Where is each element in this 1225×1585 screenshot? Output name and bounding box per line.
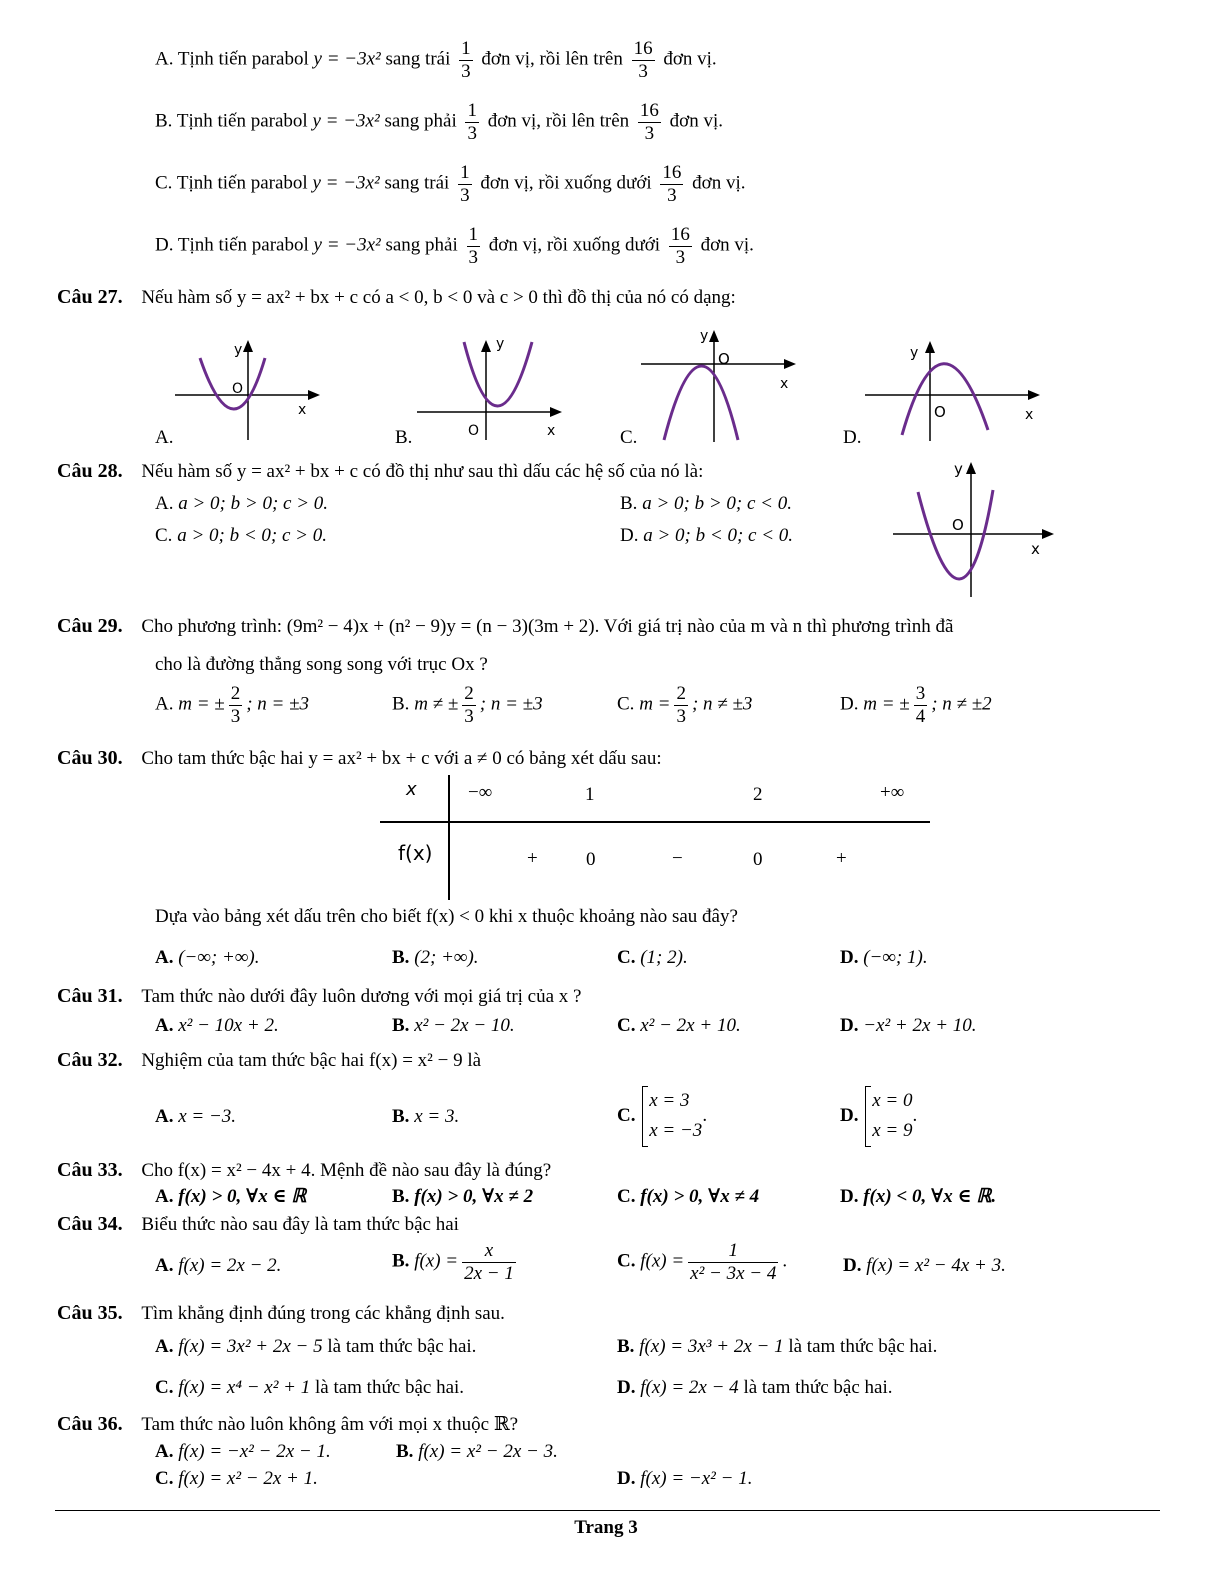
system-line: x = 9 <box>872 1120 913 1142</box>
option-text: sang trái <box>384 172 450 194</box>
table-sign-negative: − <box>672 848 683 869</box>
numerator: 3 <box>915 683 926 704</box>
denominator: 2x − 1 <box>464 1262 514 1284</box>
fraction <box>638 100 661 145</box>
numerator: 16 <box>639 100 659 121</box>
denominator: 3 <box>468 246 479 268</box>
q28-option-c <box>155 526 327 545</box>
option-letter: D. <box>840 1015 859 1036</box>
q26-option-d <box>155 224 754 269</box>
question-label: Câu 32. <box>57 1049 123 1071</box>
fraction <box>914 683 928 728</box>
option-text: f(x) = −x² − 2x − 1. <box>178 1441 331 1462</box>
fraction <box>669 224 692 269</box>
table-pos-infinity: +∞ <box>880 782 905 803</box>
option-text: m = ± <box>863 693 910 715</box>
x-label: x <box>780 376 789 392</box>
numerator: 1 <box>467 100 477 121</box>
table-fx-header: f(x) <box>398 841 433 865</box>
option-text: Tịnh tiến parabol <box>177 48 309 70</box>
y-label: y <box>954 460 963 478</box>
denominator: 4 <box>915 705 926 727</box>
question-text: Tìm khẳng định đúng trong các khẳng định sau. <box>141 1303 505 1324</box>
x-label: x <box>298 402 307 418</box>
option-letter: B. <box>155 110 173 132</box>
option-text: ; n ≠ ±3 <box>691 693 753 715</box>
x-arrow-icon <box>308 390 320 400</box>
fraction <box>467 224 481 269</box>
option-text: f(x) = <box>414 1250 459 1272</box>
q34-option-b <box>392 1240 520 1285</box>
system-line: x = −3 <box>649 1120 703 1142</box>
numerator: 1 <box>688 1240 778 1263</box>
q35-option-b <box>617 1337 937 1356</box>
option-letter: B. <box>620 493 638 514</box>
option-letter: B. <box>396 1441 414 1462</box>
question-text: Tam thức nào luôn không âm với mọi x thuộc ℝ? <box>141 1414 519 1435</box>
option-text: a > 0; b < 0; c > 0. <box>177 525 327 546</box>
option-letter: A. <box>155 1106 174 1127</box>
option-letter: D. <box>617 1377 636 1398</box>
question-text: Cho f(x) = x² − 4x + 4. Mệnh đề nào sau đây là đúng? <box>141 1160 552 1181</box>
question-label: Câu 29. <box>57 615 123 637</box>
option-text: f(x) = x² − 2x + 1. <box>178 1468 318 1489</box>
option-text: f(x) > 0, ∀x ∈ ℝ <box>178 1186 307 1207</box>
option-letter: C. <box>620 427 638 448</box>
option-letter: D. <box>840 947 859 968</box>
numerator: 16 <box>670 224 690 245</box>
option-letter: A. <box>155 1255 174 1276</box>
question-label: Câu 36. <box>57 1413 123 1435</box>
equation: y = −3x² <box>312 110 380 132</box>
option-letter: B. <box>392 693 410 715</box>
q36-option-b <box>396 1442 558 1461</box>
system-line: x = 0 <box>872 1090 913 1111</box>
option-text: (−∞; 1). <box>863 947 928 968</box>
option-letter: C. <box>617 947 636 968</box>
option-text: m ≠ ± <box>414 693 459 715</box>
table-vertical-divider <box>448 775 450 900</box>
numerator: 1 <box>468 224 479 245</box>
q26-option-a <box>155 38 717 83</box>
q35-option-d <box>617 1378 892 1397</box>
option-text: (2; +∞). <box>414 947 479 968</box>
fraction <box>458 162 472 207</box>
q29-option-b <box>392 683 543 728</box>
question-label: Câu 28. <box>57 460 123 482</box>
option-letter: D. <box>840 1104 859 1126</box>
option-equation: f(x) = x⁴ − x² + 1 <box>178 1377 311 1398</box>
x-arrow-icon <box>1028 390 1040 400</box>
origin-label: O <box>952 516 964 534</box>
table-root-2: 2 <box>753 784 763 805</box>
table-x-header: x <box>406 779 417 800</box>
origin-label: O <box>934 403 946 421</box>
fraction <box>674 683 688 728</box>
numerator: 1 <box>460 162 470 183</box>
numerator: 2 <box>676 683 686 704</box>
table-horizontal-divider <box>380 821 930 823</box>
option-text: f(x) = x² − 4x + 3. <box>866 1255 1006 1276</box>
option-text: là tam thức bậc hai. <box>788 1336 938 1357</box>
option-letter: B. <box>392 1015 410 1036</box>
question-text: Nếu hàm số y = ax² + bx + c có đồ thị như sau thì dấu các hệ số của nó là: <box>141 461 704 482</box>
page-number: Trang 3 <box>574 1517 638 1538</box>
option-text: (−∞; +∞). <box>178 947 260 968</box>
fraction <box>465 100 479 145</box>
denominator: 3 <box>675 246 686 268</box>
option-text: ; n ≠ ±2 <box>931 693 992 715</box>
question-text: Nếu hàm số y = ax² + bx + c có a < 0, b < 0 và c > 0 thì đồ thị của nó có dạng: <box>141 287 736 308</box>
q27-graph-c <box>636 322 806 445</box>
option-letter: A. <box>155 1336 174 1357</box>
x-arrow-icon <box>784 359 796 369</box>
y-arrow-icon <box>481 340 491 352</box>
equation: y = −3x² <box>313 48 381 70</box>
q32-option-d: D. x = 0 x = 9 . <box>840 1086 917 1147</box>
question-label: Câu 27. <box>57 286 123 308</box>
option-text: a > 0; b > 0; c > 0. <box>178 493 329 514</box>
q35-option-a <box>155 1337 476 1356</box>
fraction <box>462 1240 516 1285</box>
x-arrow-icon <box>1042 529 1054 539</box>
option-text: f(x) = 2x − 2. <box>178 1255 282 1276</box>
option-letter: C. <box>617 1186 636 1207</box>
q26-option-c <box>155 162 745 207</box>
numerator: 16 <box>633 38 653 59</box>
q29-option-a <box>155 683 309 728</box>
denominator: 3 <box>676 705 686 727</box>
q26-option-b <box>155 100 723 145</box>
option-text: f(x) < 0, ∀x ∈ ℝ. <box>863 1186 997 1207</box>
question-text: Nghiệm của tam thức bậc hai f(x) = x² − 9 là <box>141 1050 482 1071</box>
option-letter: C. <box>617 1250 636 1272</box>
option-text: x² − 2x + 10. <box>640 1015 741 1036</box>
option-letter: C. <box>617 1104 636 1126</box>
q34-option-d <box>843 1256 1006 1275</box>
q33-question <box>57 1160 551 1180</box>
option-letter: A. <box>155 1441 174 1462</box>
option-text: ; n = ±3 <box>479 693 543 715</box>
q29-option-c <box>617 683 752 728</box>
option-text: đơn vị. <box>669 110 723 132</box>
option-letter: C. <box>155 1468 174 1489</box>
q33-option-c <box>617 1187 759 1206</box>
option-text: a > 0; b > 0; c < 0. <box>642 493 792 514</box>
option-text: đơn vị. <box>692 172 746 194</box>
option-letter: D. <box>620 525 639 546</box>
x-arrow-icon <box>550 407 562 417</box>
origin-label: O <box>718 350 730 368</box>
option-letter: D. <box>843 1255 862 1276</box>
q36-question <box>57 1414 518 1434</box>
table-zero: 0 <box>586 849 596 870</box>
q27-graph-d <box>860 335 1050 445</box>
question-label: Câu 35. <box>57 1302 123 1324</box>
q31-option-d <box>840 1016 977 1035</box>
q33-option-d <box>840 1187 996 1206</box>
option-text: f(x) = x² − 2x − 3. <box>418 1441 558 1462</box>
q33-option-b <box>392 1187 533 1206</box>
option-text: f(x) > 0, ∀x ≠ 4 <box>640 1186 760 1207</box>
option-letter: C. <box>155 172 173 194</box>
option-text: m = ± <box>178 693 225 715</box>
q28-option-d <box>620 526 793 545</box>
option-letter: D. <box>617 1468 636 1489</box>
option-text: đơn vị, rồi lên trên <box>487 110 630 132</box>
q36-option-c <box>155 1469 318 1488</box>
option-letter: C. <box>155 1377 174 1398</box>
denominator: 3 <box>464 705 474 727</box>
option-letter: B. <box>392 1250 410 1272</box>
q32-option-b <box>392 1107 459 1126</box>
q35-question <box>57 1303 505 1323</box>
equation: y = −3x² <box>312 172 380 194</box>
q28-option-a <box>155 494 328 513</box>
q35-option-c <box>155 1378 464 1397</box>
option-letter: A. <box>155 1186 174 1207</box>
q31-option-b <box>392 1016 515 1035</box>
system-line: x = 3 <box>649 1090 690 1111</box>
numerator: x <box>462 1240 516 1263</box>
q27-question <box>57 287 736 307</box>
fraction <box>462 683 476 728</box>
y-label: y <box>234 342 243 358</box>
table-sign-positive: + <box>527 848 538 869</box>
q29-question <box>57 616 953 636</box>
option-letter: A. <box>155 427 174 448</box>
option-letter: A. <box>155 48 174 70</box>
q32-option-c: C. x = 3 x = −3 . <box>617 1086 707 1147</box>
x-label: x <box>1025 407 1034 423</box>
q28-graph <box>888 452 1063 602</box>
fraction <box>688 1240 778 1285</box>
fraction <box>229 683 243 728</box>
question-text: Tam thức nào dưới đây luôn dương với mọi giá trị của x ? <box>141 986 582 1007</box>
table-neg-infinity: −∞ <box>468 782 493 803</box>
q34-option-a <box>155 1256 281 1275</box>
option-text: x = 3. <box>414 1106 460 1127</box>
q30-option-c <box>617 948 688 967</box>
y-arrow-icon <box>966 462 976 474</box>
equation-system <box>865 1086 912 1147</box>
option-equation: f(x) = 3x³ + 2x − 1 <box>639 1336 784 1357</box>
q36-option-a <box>155 1442 331 1461</box>
question-label: Câu 34. <box>57 1213 123 1235</box>
option-text: (1; 2). <box>640 947 688 968</box>
parabola <box>664 366 738 440</box>
option-text: sang phải <box>384 110 457 132</box>
question-text: Biểu thức nào sau đây là tam thức bậc hai <box>141 1214 459 1235</box>
option-text: đơn vị, rồi lên trên <box>481 48 623 70</box>
q30-subquestion: Dựa vào bảng xét dấu trên cho biết f(x) < 0 khi x thuộc khoảng nào sau đây? <box>155 906 738 927</box>
denominator: x² − 3x − 4 <box>690 1262 777 1284</box>
q27-graph-a <box>170 330 330 445</box>
q32-question <box>57 1050 481 1070</box>
numerator: 1 <box>461 38 471 59</box>
origin-label: O <box>232 381 244 397</box>
option-text: f(x) = <box>640 1250 685 1272</box>
equation: y = −3x² <box>313 234 381 256</box>
table-root-1: 1 <box>585 784 595 805</box>
q34-option-c <box>617 1240 787 1285</box>
fraction <box>632 38 655 83</box>
option-text: là tam thức bậc hai. <box>314 1377 465 1398</box>
option-text: . <box>782 1250 788 1272</box>
sign-table <box>380 775 930 900</box>
option-letter: A. <box>155 693 174 715</box>
option-text: sang phải <box>385 234 458 256</box>
option-letter: C. <box>617 693 635 715</box>
option-letter: B. <box>392 947 410 968</box>
fraction <box>660 162 683 207</box>
q32-option-a <box>155 1107 236 1126</box>
x-label: x <box>1031 540 1040 558</box>
q31-option-a <box>155 1016 279 1035</box>
option-letter: D. <box>840 1186 859 1207</box>
q29-option-d <box>840 683 992 728</box>
q28-question <box>57 461 703 481</box>
parabola <box>902 364 988 435</box>
option-text: x = −3. <box>178 1106 237 1127</box>
option-text: f(x) = −x² − 1. <box>640 1468 753 1489</box>
option-letter: C. <box>155 525 173 546</box>
equation-system <box>642 1086 702 1147</box>
option-letter: A. <box>155 947 174 968</box>
y-label: y <box>910 345 919 361</box>
option-equation: f(x) = 3x² + 2x − 5 <box>178 1336 323 1357</box>
option-letter: B. <box>392 1186 410 1207</box>
option-text: Tịnh tiến parabol <box>177 234 309 256</box>
y-label: y <box>700 328 709 344</box>
option-text: a > 0; b < 0; c < 0. <box>643 525 794 546</box>
option-letter: A. <box>155 1015 174 1036</box>
x-label: x <box>547 423 556 439</box>
question-label: Câu 30. <box>57 747 123 769</box>
denominator: 3 <box>460 184 470 206</box>
option-text: đơn vị. <box>700 234 754 256</box>
option-letter: A. <box>155 493 174 514</box>
table-zero: 0 <box>753 849 763 870</box>
denominator: 3 <box>638 60 648 82</box>
question-text-continued: cho là đường thẳng song song với trục Ox ? <box>155 654 488 675</box>
q28-option-b <box>620 494 792 513</box>
footer-divider <box>55 1510 1160 1511</box>
option-text: sang trái <box>385 48 451 70</box>
option-text: Tịnh tiến parabol <box>176 110 308 132</box>
q31-option-c <box>617 1016 741 1035</box>
option-letter: D. <box>843 427 862 448</box>
q31-question <box>57 986 581 1006</box>
option-text: x² − 10x + 2. <box>178 1015 279 1036</box>
q30-option-a <box>155 948 259 967</box>
numerator: 2 <box>464 683 474 704</box>
denominator: 3 <box>230 705 241 727</box>
origin-label: O <box>468 423 480 439</box>
q27-graph-b <box>412 330 572 445</box>
option-text: đơn vị, rồi xuống dưới <box>488 234 661 256</box>
option-text: x² − 2x − 10. <box>414 1015 515 1036</box>
denominator: 3 <box>667 184 677 206</box>
q30-question <box>57 748 662 768</box>
option-text: Tịnh tiến parabol <box>176 172 308 194</box>
option-equation: f(x) = 2x − 4 <box>640 1377 739 1398</box>
option-text: đơn vị, rồi xuống dưới <box>480 172 652 194</box>
table-sign-positive: + <box>836 848 847 869</box>
option-text: m = <box>639 693 671 715</box>
option-text: f(x) > 0, ∀x ≠ 2 <box>414 1186 534 1207</box>
option-text: là tam thức bậc hai. <box>327 1336 477 1357</box>
option-letter: D. <box>155 234 174 256</box>
option-letter: B. <box>392 1106 410 1127</box>
y-label: y <box>496 336 505 352</box>
question-text: Cho phương trình: (9m² − 4)x + (n² − 9)y = (n − 3)(3m + 2). Với giá trị nào của m và n thì phương trình đã <box>141 616 954 637</box>
question-label: Câu 31. <box>57 985 123 1007</box>
option-letter: B. <box>617 1336 635 1357</box>
question-text: Cho tam thức bậc hai y = ax² + bx + c với a ≠ 0 có bảng xét dấu sau: <box>141 748 662 769</box>
option-letter: D. <box>840 693 859 715</box>
q30-option-b <box>392 948 479 967</box>
option-letter: C. <box>617 1015 636 1036</box>
option-text: −x² + 2x + 10. <box>863 1015 977 1036</box>
denominator: 3 <box>467 122 477 144</box>
denominator: 3 <box>461 60 471 82</box>
y-arrow-icon <box>925 341 935 353</box>
option-letter: B. <box>395 427 413 448</box>
denominator: 3 <box>644 122 655 144</box>
numerator: 2 <box>230 683 241 704</box>
fraction <box>459 38 473 83</box>
question-label: Câu 33. <box>57 1159 123 1181</box>
q30-option-d <box>840 948 928 967</box>
numerator: 16 <box>662 162 682 183</box>
option-text: ; n = ±3 <box>246 693 310 715</box>
q33-option-a <box>155 1187 306 1206</box>
y-arrow-icon <box>243 340 253 352</box>
option-text: là tam thức bậc hai. <box>743 1377 893 1398</box>
y-arrow-icon <box>709 330 719 342</box>
q34-question <box>57 1214 459 1234</box>
option-text: đơn vị. <box>663 48 717 70</box>
q36-option-d <box>617 1469 752 1488</box>
